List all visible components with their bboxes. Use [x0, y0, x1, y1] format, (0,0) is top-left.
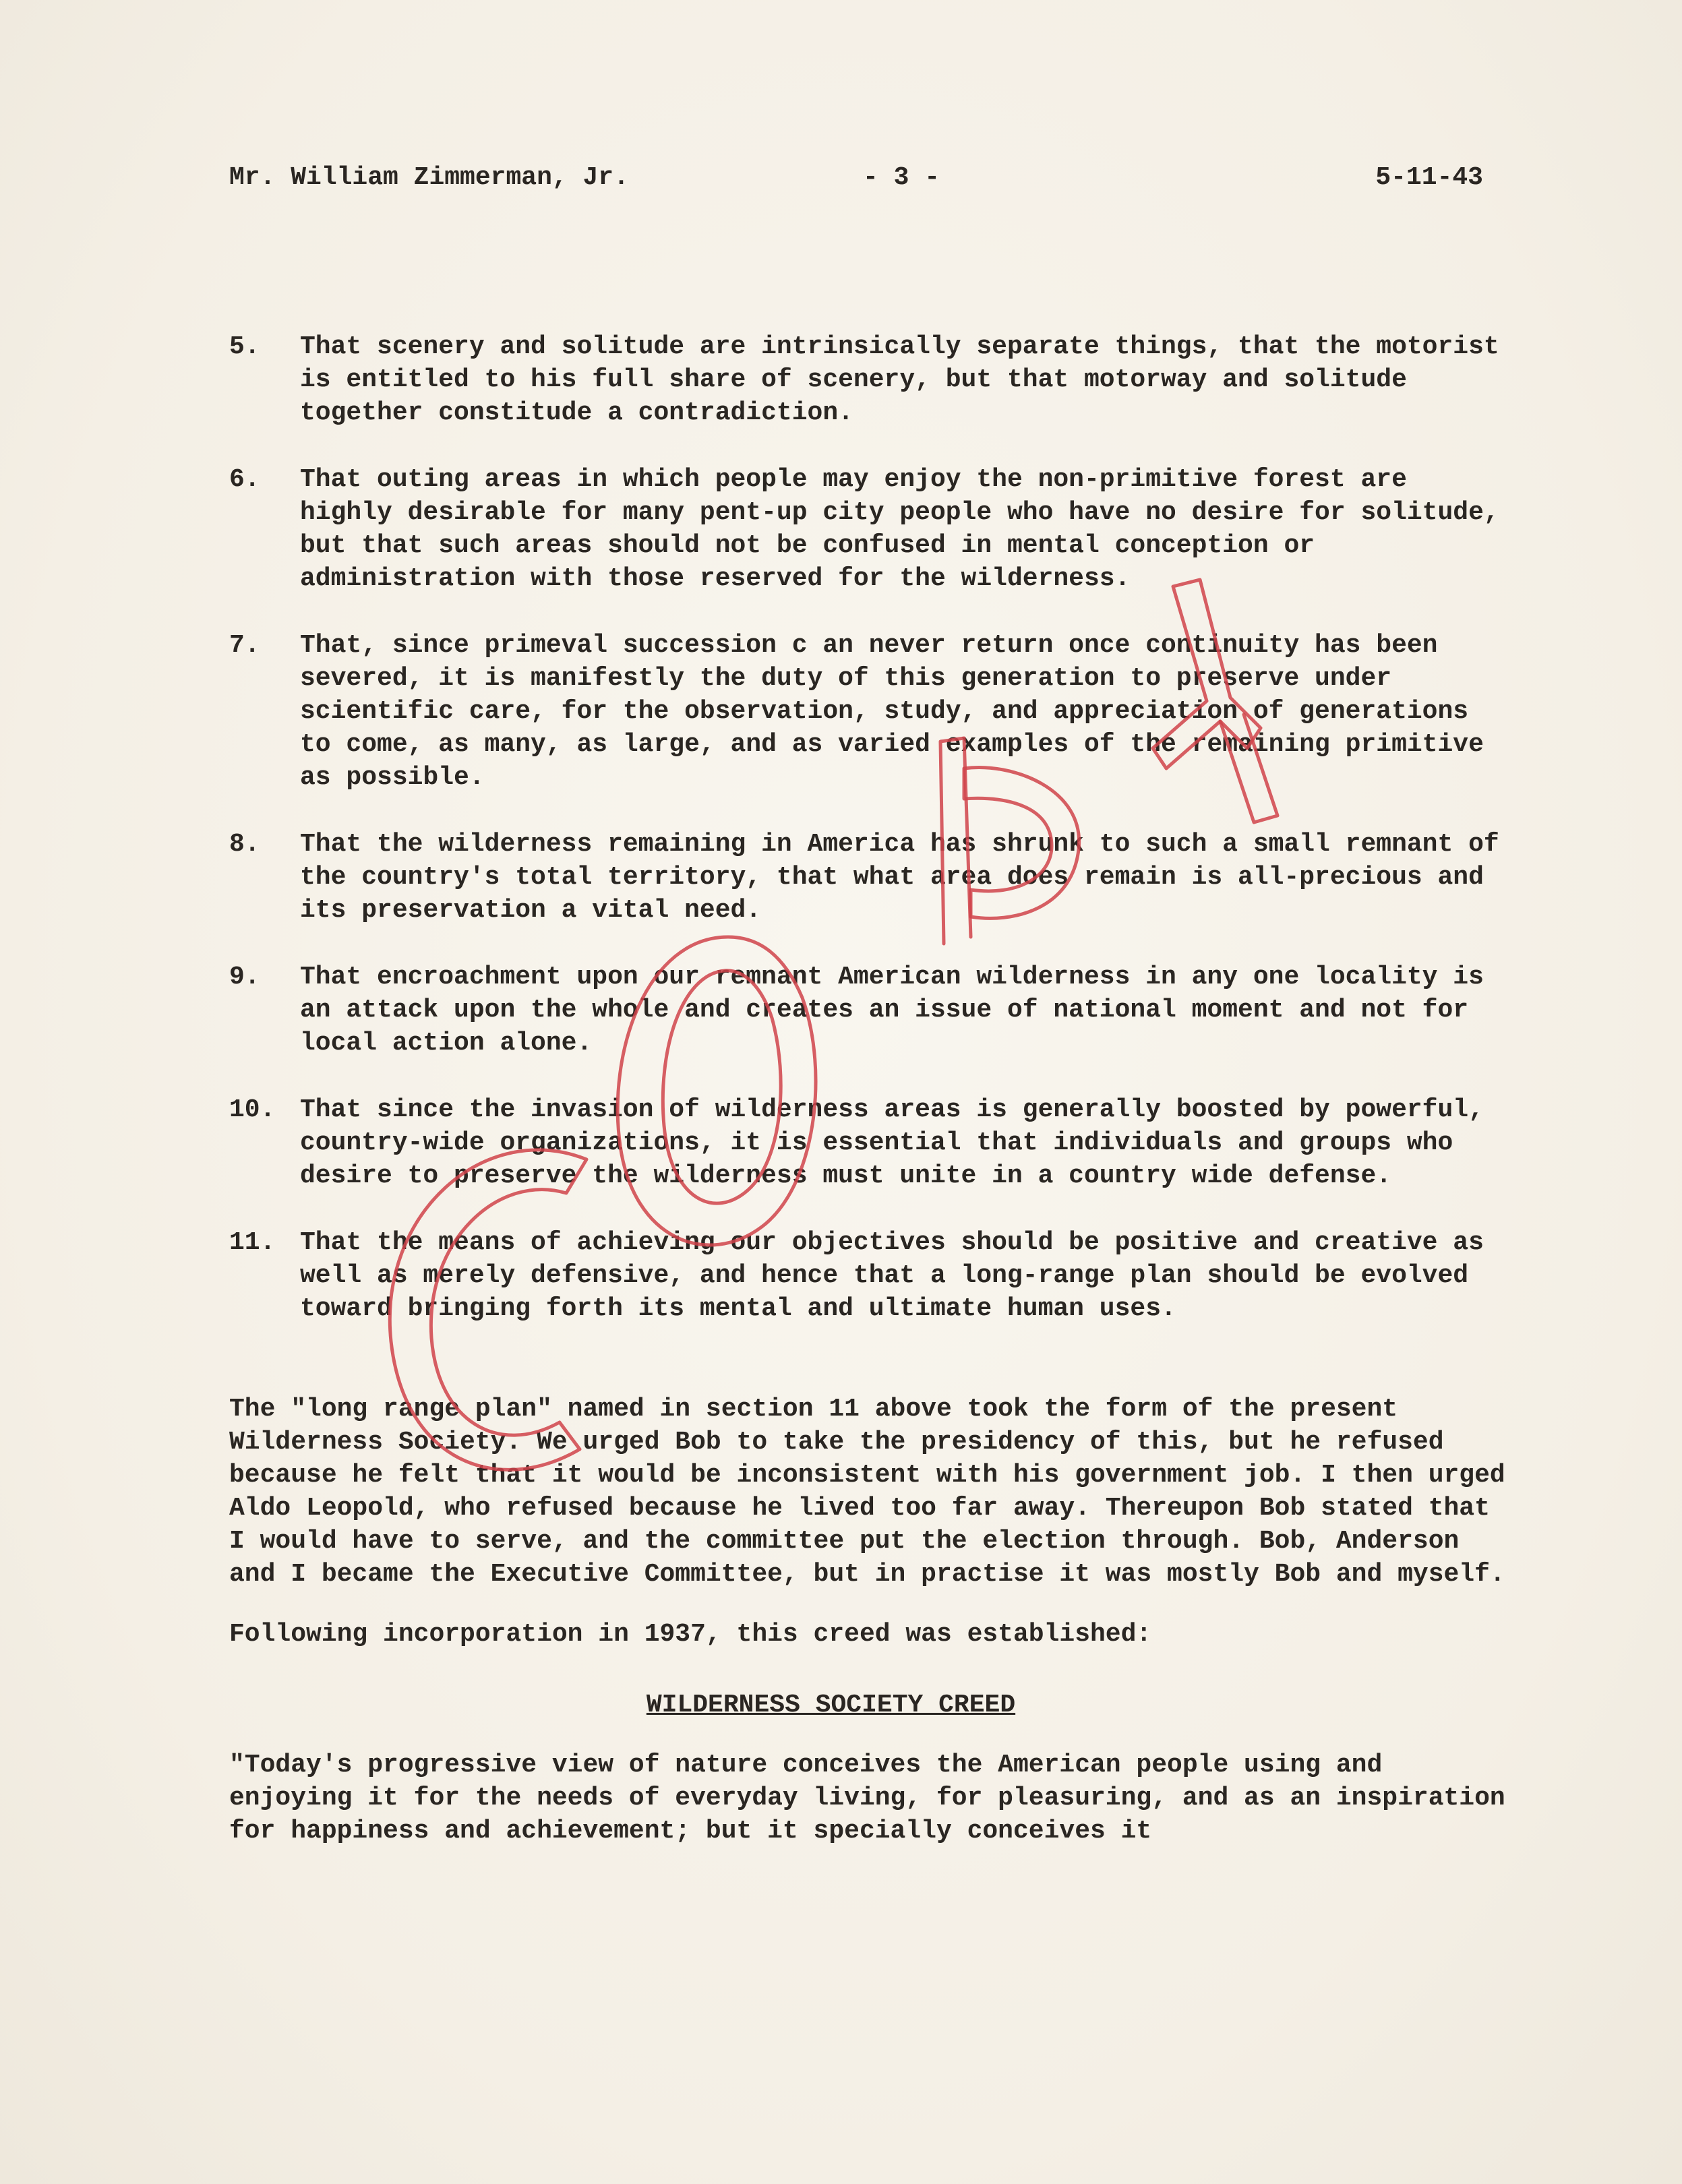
list-item [229, 961, 1510, 1060]
item-number: 10. [229, 1095, 276, 1124]
header-recipient: Mr. William Zimmerman, Jr. [229, 163, 629, 192]
item-text: That the means of achieving our objectives should be positive and creative as well as merely defensive, and hence that a long-range plan should be evolved toward bringing forth its mental and ultimate human uses. [300, 1228, 1484, 1323]
list-item [229, 1093, 1510, 1192]
item-number: 7. [229, 631, 260, 660]
header-date: 5-11-43 [1375, 163, 1483, 192]
item-number: 6. [229, 465, 260, 494]
page-header [229, 163, 1483, 204]
creed-heading: WILDERNESS SOCIETY CREED [646, 1691, 1016, 1720]
item-text: That outing areas in which people may enjoy the non-primitive forest are highly desirable for many pent-up city people who have no desire for solitude, but that such areas should not be confused in mental conception or administration with those reserved for the wilderness. [300, 465, 1499, 593]
item-text: That, since primeval succession c an never return once continuity has been severed, it is manifestly the duty of this generation to preserve under scientific care, for the observation, study, and appreciation of generations to come, as many, as large, and as varied examples of the remaining primitive as possible. [300, 631, 1484, 792]
letter-body [229, 330, 1510, 1848]
item-number: 9. [229, 963, 260, 992]
list-item [229, 629, 1510, 794]
item-number: 8. [229, 830, 260, 859]
paragraph-incorporation: Following incorporation in 1937, this creed was established: [229, 1620, 1152, 1649]
header-page-number: - 3 - [863, 163, 940, 192]
list-item [229, 463, 1510, 595]
list-item [229, 330, 1510, 429]
list-item [229, 1226, 1510, 1325]
list-item [229, 828, 1510, 927]
paragraph-long-range-plan: The "long range plan" named in section 11 above took the form of the present Wilderness Society. We urged Bob to take the presidency of this, but he refused because he felt that it would be inconsistent with his government job. I then urged Aldo Leopold, who refused because he lived too far away. Thereupon Bob stated that I would have to serve, and the committee put the election through. Bob, Anderson and I became the Executive Committee, but in practise it was mostly Bob and myself. [229, 1395, 1505, 1589]
item-text: That encroachment upon our remnant American wilderness in any one locality is an attack upon the whole and creates an issue of national moment and not for local action alone. [300, 963, 1484, 1058]
item-text: That since the invasion of wilderness areas is generally boosted by powerful, country-wide organizations, it is essential that individuals and groups who desire to preserve the wilderness must unite in a country wide defense. [300, 1095, 1484, 1190]
creed-text: "Today's progressive view of nature conceives the American people using and enjoying it for the needs of everyday living, for pleasuring, and as an inspiration for happiness and achievement; but it specially conceives it [229, 1751, 1505, 1846]
item-text: That the wilderness remaining in America has shrunk to such a small remnant of the country's total territory, that what area does remain is all-precious and its preservation a vital need. [300, 830, 1499, 925]
item-number: 11. [229, 1228, 276, 1257]
item-number: 5. [229, 332, 260, 361]
item-text: That scenery and solitude are intrinsically separate things, that the motorist is entitled to his full share of scenery, but that motorway and solitude together constitude a contradiction. [300, 332, 1499, 427]
